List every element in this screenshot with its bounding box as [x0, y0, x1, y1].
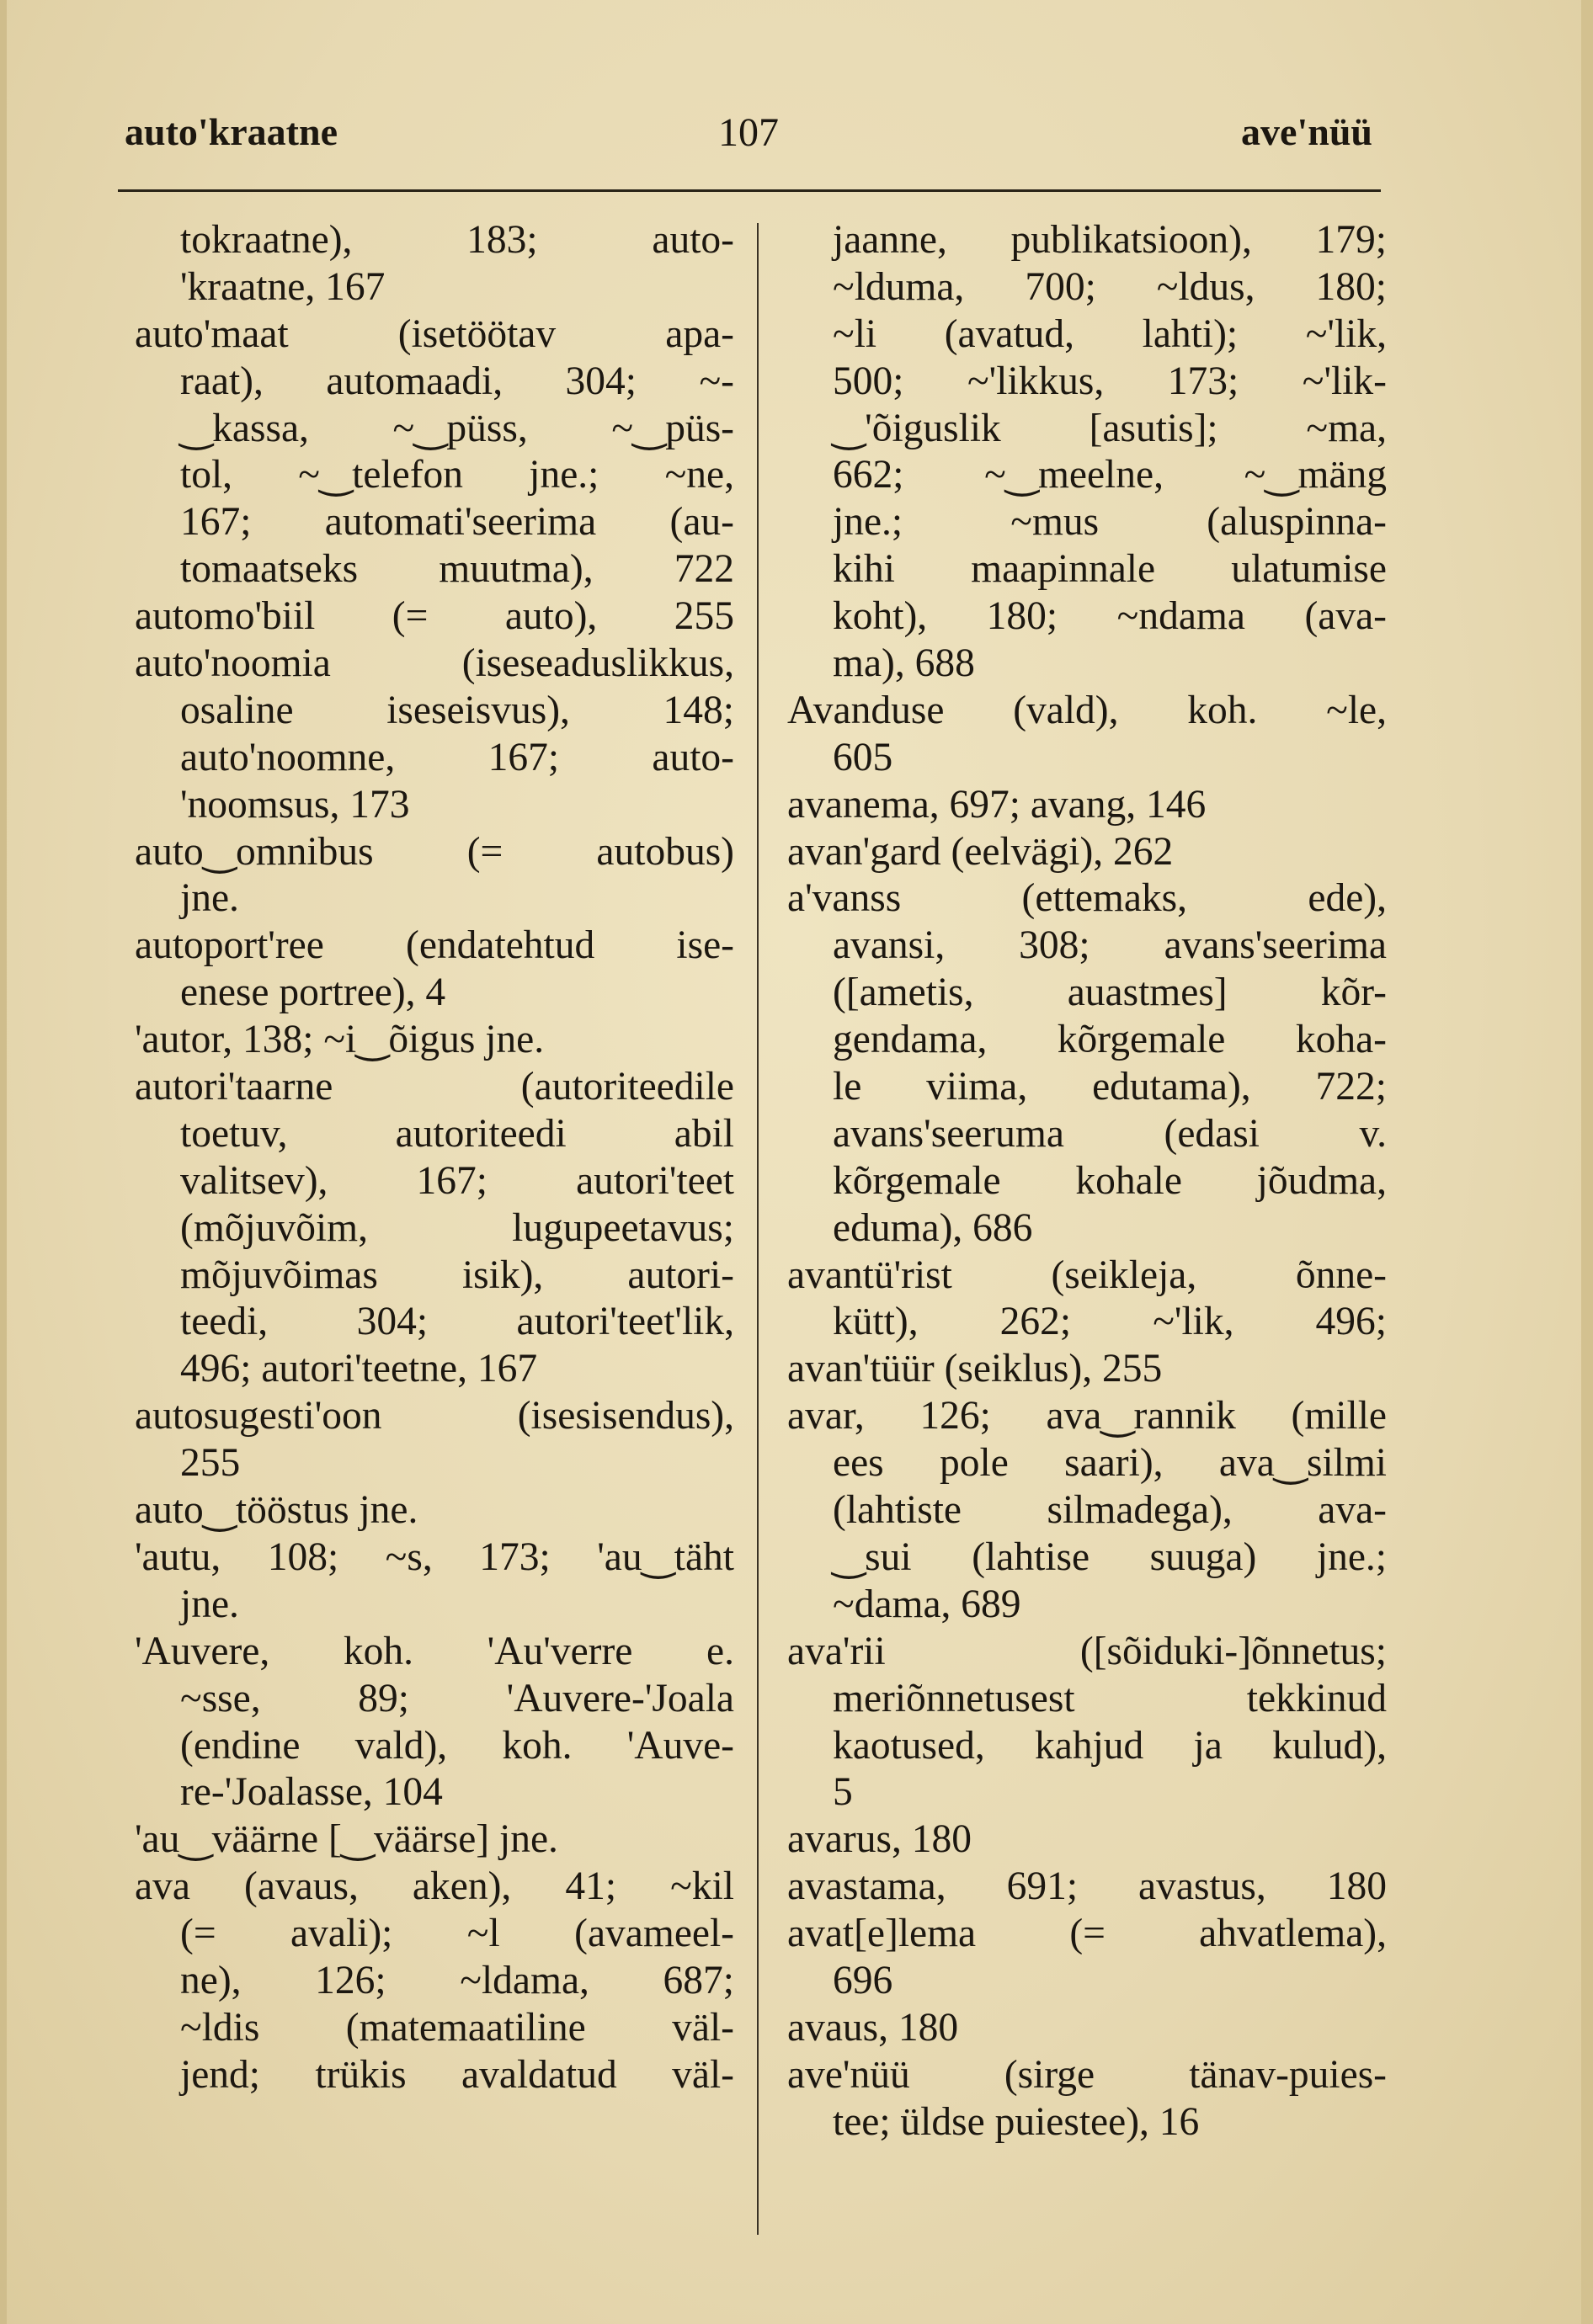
text-line: enese portree), 4: [180, 971, 446, 1015]
text-line: 662; ~‿meelne, ~‿mäng: [833, 453, 1387, 497]
text-line: kihi maapinnale ulatumise: [833, 547, 1387, 592]
text-line: 496; autori'teetne, 167: [180, 1347, 538, 1391]
text-line: ave'nüü (sirge tänav-puies-: [787, 2052, 1387, 2097]
text-line: automo'biil (= auto), 255: [135, 594, 734, 639]
text-line: meriõnnetusest tekkinud: [833, 1676, 1387, 1720]
column-divider: [757, 223, 759, 2235]
text-line: ‿sui (lahtise suuga) jne.;: [833, 1534, 1387, 1579]
text-line: (lahtiste silmadega), ava-: [833, 1488, 1387, 1533]
text-line: 'autu, 108; ~s, 173; 'au‿täht: [135, 1534, 734, 1579]
text-line: kõrgemale kohale jõudma,: [833, 1158, 1387, 1203]
text-line: ava'rii ([sõiduki-]õnnetus;: [787, 1629, 1387, 1673]
text-line: avans'seeruma (edasi v.: [833, 1111, 1387, 1156]
text-line: avat[e]lema (= ahvatlema),: [787, 1912, 1387, 1956]
text-line: avarus, 180: [787, 1817, 972, 1862]
text-line: mõjuvõimas isik), autori-: [180, 1252, 734, 1297]
text-line: avanema, 697; avang, 146: [787, 782, 1207, 827]
text-line: autori'taarne (autoriteedile: [135, 1065, 734, 1109]
text-line: 5: [833, 1770, 853, 1815]
text-line: tokraatne), 183; auto-: [180, 218, 734, 262]
page-number: 107: [718, 110, 779, 155]
text-line: jne.: [180, 1582, 239, 1626]
text-line: tol, ~‿telefon jne.; ~ne,: [180, 453, 734, 497]
text-line: (= avali); ~l (avameel-: [180, 1912, 734, 1956]
text-line: autosugesti'oon (isesisendus),: [135, 1394, 734, 1439]
text-line: koht), 180; ~ndama (ava-: [833, 594, 1387, 639]
text-line: 'au‿väärne [‿väärse] jne.: [135, 1817, 558, 1862]
text-line: ~sse, 89; 'Auvere-'Joala: [180, 1676, 734, 1720]
text-line: osaline iseseisvus), 148;: [180, 688, 734, 732]
text-line: ~dama, 689: [833, 1582, 1021, 1626]
running-header: [125, 109, 1372, 170]
text-line: avan'gard (eelvägi), 262: [787, 829, 1174, 874]
left-column: [135, 217, 734, 2099]
text-line: avantü'rist (seikleja, õnne-: [787, 1252, 1387, 1297]
text-line: tee; üldse puiestee), 16: [833, 2099, 1200, 2144]
header-last-entry: ave'nüü: [1241, 110, 1372, 153]
text-line: ‿'õiguslik [asutis]; ~ma,: [833, 406, 1387, 450]
text-line: ‿kassa, ~‿püss, ~‿püs-: [180, 406, 734, 450]
text-line: eduma), 686: [833, 1205, 1033, 1250]
text-line: (endine vald), koh. 'Auve-: [180, 1723, 734, 1768]
text-line: ne), 126; ~ldama, 687;: [180, 1958, 734, 2002]
page-edge-left: [0, 0, 7, 2324]
text-line: valitsev), 167; autori'teet: [180, 1158, 734, 1203]
text-line: 'noomsus, 173: [180, 782, 410, 827]
text-line: jne.: [180, 876, 239, 921]
text-line: le viima, edutama), 722;: [833, 1065, 1387, 1109]
page-edge-right: [1581, 0, 1593, 2324]
text-line: ~li (avatud, lahti); ~'lik,: [833, 311, 1387, 356]
text-line: avan'tüür (seiklus), 255: [787, 1347, 1163, 1391]
text-line: a'vanss (ettemaks, ede),: [787, 876, 1387, 921]
text-line: auto'maat (isetöötav apa-: [135, 311, 734, 356]
text-line: teedi, 304; autori'teet'lik,: [180, 1300, 734, 1344]
text-line: avar, 126; ava‿rannik (mille: [787, 1394, 1387, 1439]
text-line: ~ldis (matemaatiline väl-: [180, 2005, 734, 2050]
text-line: ([ametis, auastmes] kõr-: [833, 971, 1387, 1015]
text-line: 'Auvere, koh. 'Au'verre e.: [135, 1629, 734, 1673]
text-line: auto‿tööstus jne.: [135, 1488, 418, 1533]
text-line: auto‿omnibus (= autobus): [135, 829, 734, 874]
text-line: Avanduse (vald), koh. ~le,: [787, 688, 1387, 732]
text-line: autoport'ree (endatehtud ise-: [135, 923, 734, 968]
text-line: ava (avaus, aken), 41; ~kil: [135, 1864, 734, 1909]
text-line: 'kraatne, 167: [180, 264, 386, 309]
text-line: 'autor, 138; ~i‿õigus jne.: [135, 1018, 545, 1062]
text-line: 255: [180, 1441, 241, 1486]
text-line: ees pole saari), ava‿silmi: [833, 1441, 1387, 1486]
text-line: jaanne, publikatsioon), 179;: [833, 218, 1387, 262]
text-line: jend; trükis avaldatud väl-: [180, 2052, 734, 2097]
text-line: (mõjuvõim, lugupeetavus;: [180, 1205, 734, 1250]
text-line: 605: [833, 735, 893, 779]
text-line: auto'noomne, 167; auto-: [180, 735, 734, 779]
text-line: kütt), 262; ~'lik, 496;: [833, 1300, 1387, 1344]
header-rule: [118, 189, 1381, 192]
text-line: 167; automati'seerima (au-: [180, 500, 734, 545]
text-line: 500; ~'likkus, 173; ~'lik-: [833, 359, 1387, 403]
text-line: tomaatseks muutma), 722: [180, 547, 734, 592]
text-line: avansi, 308; avans'seerima: [833, 923, 1387, 968]
header-first-entry: auto'kraatne: [125, 110, 338, 153]
text-line: toetuv, autoriteedi abil: [180, 1111, 734, 1156]
text-line: ~lduma, 700; ~ldus, 180;: [833, 264, 1387, 309]
text-line: 696: [833, 1958, 893, 2002]
text-line: gendama, kõrgemale koha-: [833, 1018, 1387, 1062]
text-line: raat), automaadi, 304; ~-: [180, 359, 734, 403]
text-line: avastama, 691; avastus, 180: [787, 1864, 1387, 1909]
text-line: ma), 688: [833, 641, 975, 686]
text-line: re-'Joalasse, 104: [180, 1770, 443, 1815]
text-line: avaus, 180: [787, 2005, 959, 2050]
text-line: auto'noomia (iseseaduslikkus,: [135, 641, 734, 686]
right-column: [787, 217, 1387, 2146]
text-line: jne.; ~mus (aluspinna-: [833, 500, 1387, 545]
text-line: kaotused, kahjud ja kulud),: [833, 1723, 1387, 1768]
